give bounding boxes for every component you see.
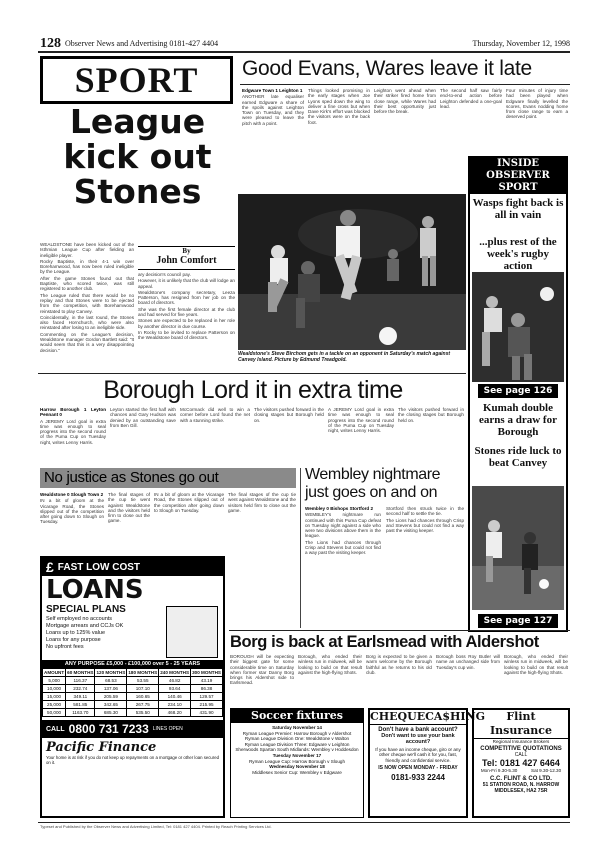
loans-top-text: FAST LOW COST bbox=[57, 561, 141, 573]
rate-cell: 129.57 bbox=[191, 693, 223, 701]
loans-bullet: Mortgage arrears and CCJs OK bbox=[46, 623, 124, 629]
flint-hours: Sat 9.30-12.30 bbox=[531, 768, 562, 773]
flint-phone[interactable]: Tel: 0181 427 6464 bbox=[482, 758, 560, 768]
table-row bbox=[43, 709, 223, 717]
loans-phone: 0800 731 7233 bbox=[68, 722, 149, 736]
lead-paragraph: The League ruled that there would be no replay and that Stones were to be ejected from the competition, with Borehamwood reinstated to play Canvey. bbox=[40, 292, 134, 314]
fixtures-box bbox=[230, 708, 364, 818]
loans-top-bar bbox=[42, 558, 223, 576]
see-page-126-badge[interactable]: See page 126 bbox=[478, 384, 558, 398]
flint-subtitle: Regional Insurance Brokers bbox=[492, 739, 550, 744]
rate-table-header: AMOUNT bbox=[44, 670, 65, 675]
borg-col4 bbox=[436, 654, 500, 694]
top-story-paragraph: Leighton went ahead when their striker fired home from close range, while Wares had their best opportunity just before the break. bbox=[374, 88, 436, 115]
inside-title-line: SPORT bbox=[498, 182, 538, 193]
rate-cell: 68.53 bbox=[95, 677, 127, 685]
borg-paragraph: Borg is expected to be given a warm welcome by the Borough faithful as he returns to his old club. bbox=[366, 654, 432, 675]
loans-bullet: Self employed no accounts bbox=[46, 616, 113, 622]
borough-col1 bbox=[40, 407, 106, 465]
lead-paragraph: She was the first female director at the club and had served for five years. bbox=[138, 306, 235, 318]
inside-title-line: OBSERVER bbox=[486, 170, 550, 181]
wembley-paragraph: The Lions had chances through Crisp and Stevens but could not find a way past the visiting keeper. bbox=[386, 517, 464, 534]
match-photo-image bbox=[238, 194, 466, 350]
publication-name: Observer News and Advertising 0181-427 4404 bbox=[65, 39, 219, 48]
loans-phone-bar[interactable] bbox=[42, 720, 223, 738]
fixture-line: Ryman League Division One: Wealdstone v Walton bbox=[244, 736, 350, 742]
rate-cell: 86.38 bbox=[191, 685, 223, 693]
loans-strip: ANY PURPOSE £5,000 - £100,000 over 5 - 25 YEARS bbox=[42, 660, 223, 668]
photo-caption: Wealdstone's Steve Birchom gets in a tackle on an opponent in Saturday's match against Canvey Island. Picture by Edmund Treadgold. bbox=[238, 351, 451, 363]
rate-table-header: 120 MONTHS bbox=[96, 670, 126, 675]
rate-cell: 232.74 bbox=[66, 685, 95, 693]
rate-cell: 267.75 bbox=[127, 701, 159, 709]
rate-cell: 5,000 bbox=[43, 677, 66, 685]
rate-cell: 205.59 bbox=[95, 693, 127, 701]
justice-col3 bbox=[154, 492, 224, 554]
inside-title-line: INSIDE bbox=[496, 158, 539, 169]
flint-insurance-advert[interactable] bbox=[472, 708, 570, 818]
inside-observer-title bbox=[470, 158, 566, 194]
top-story-subhead: Edgware Town 1 Leighton 1 bbox=[242, 88, 303, 93]
justice-headline-bar bbox=[40, 468, 296, 488]
top-story-paragraph: Four minutes of injury time had been played when Edgware finally levelled the scores, Evans nodding home from close range to earn a deserved point. bbox=[506, 88, 568, 120]
lead-paragraph: However, it is unlikely that the club will lodge an appeal. bbox=[138, 278, 235, 289]
justice-paragraph: IN a bit of gloom at the Vicarage Road, the Stones slipped out of the competition after going down to Slough on Tuesday. bbox=[154, 492, 224, 513]
loans-bullet: Loans for any purpose bbox=[46, 637, 101, 643]
justice-paragraph: The final stages of the cup tie went against Wealdstone and the visitors held firm to close out the game. bbox=[228, 492, 296, 513]
borg-col2 bbox=[298, 654, 362, 694]
rate-cell: 1163.70 bbox=[66, 709, 95, 717]
fixtures-title: Soccer fixtures bbox=[231, 709, 363, 723]
borough-paragraph: The visitors pushed forward in the closing stages but Borough held on. bbox=[398, 407, 464, 423]
inside-story-stones[interactable]: Stones ride luck to beat Canvey bbox=[474, 445, 562, 469]
wembley-subhead: Wembley 0 Bishops Stortford 2 bbox=[305, 506, 374, 511]
borg-col3 bbox=[366, 654, 432, 694]
loans-advert[interactable] bbox=[40, 556, 225, 818]
byline-name: John Comfort bbox=[156, 255, 217, 266]
rugby-photo-image bbox=[472, 272, 564, 382]
rate-cell: 535.50 bbox=[127, 709, 159, 717]
cheque-line1: Don't have a bank account? bbox=[378, 727, 458, 733]
loans-big: LOANS bbox=[46, 575, 144, 605]
borough-top-rule bbox=[38, 373, 466, 374]
borough-col6 bbox=[398, 407, 464, 465]
borough-paragraph: The visitors pushed forward in the closing stages but Borough held on. bbox=[254, 407, 324, 423]
rate-cell: 116.37 bbox=[66, 677, 95, 685]
top-story-paragraph: The second half saw fairly end-to-end action before Leighton defended a one-goal lead. bbox=[440, 88, 502, 109]
borough-col3 bbox=[180, 407, 250, 465]
wembley-divider bbox=[300, 468, 301, 628]
table-row bbox=[43, 685, 223, 693]
loans-bullet: No upfront fees bbox=[46, 644, 84, 650]
lead-headline: League kick out Stones bbox=[63, 102, 212, 211]
fixture-line: Saturday November 14 bbox=[272, 725, 322, 730]
borg-paragraph: Borough, who ended their winless run in midweek, will be looking to build on that result against the high-flying Shots. bbox=[504, 654, 568, 675]
rate-cell: 431.90 bbox=[191, 709, 223, 717]
borg-paragraph: Borough, who ended their winless run in midweek, will be looking to build on that result against the high-flying Shots. bbox=[298, 654, 362, 675]
borough-paragraph: A JEREMY Lord goal in extra time was enough to seal progress into the second round of the Puma Cup on Tuesday night, writes Lenny Harris. bbox=[328, 407, 394, 434]
rate-cell: 107.10 bbox=[127, 685, 159, 693]
sport-section-label bbox=[40, 56, 233, 104]
top-story-col3 bbox=[374, 88, 436, 192]
loans-bullet: Loans up to 125% value bbox=[46, 630, 106, 636]
borough-headline: Borough Lord it in extra time bbox=[103, 376, 403, 404]
lead-paragraph: Commenting on the League's decision, Wealdstone manager Gordon Bartlett said: "It would seem that this is a very disappointing decision." bbox=[40, 331, 134, 353]
fixture-line: Ryman League Premier: Harrow Borough v Aldershot bbox=[242, 730, 352, 736]
cheque-line2: Don't want to use your bank account? bbox=[381, 733, 455, 745]
top-story-headline: Good Evans, Wares leave it late bbox=[242, 57, 532, 80]
inside-story-wasps[interactable]: Wasps fight back is all in vain bbox=[472, 197, 564, 221]
rate-table-header: 180 MONTHS bbox=[128, 670, 158, 675]
rate-cell: 140.46 bbox=[159, 693, 191, 701]
flint-call: CALL bbox=[514, 752, 528, 758]
rate-cell: 685.30 bbox=[95, 709, 127, 717]
justice-headline: No justice as Stones go out bbox=[44, 469, 219, 486]
masthead-rule bbox=[38, 51, 570, 53]
lead-paragraph: Wealdstone's company secretary, Leeza Patterson, has resigned from her job on the board of directors. bbox=[138, 289, 235, 306]
flint-firm: C.C. FLINT & CO LTD. bbox=[490, 776, 552, 782]
rate-cell: 46.82 bbox=[159, 677, 191, 685]
borough-subhead: Harrow Borough 1 Leyton Pennant 0 bbox=[40, 407, 106, 418]
fixture-line: Tuesday November 17 bbox=[272, 752, 322, 758]
rugby-photo bbox=[472, 272, 564, 382]
justice-col2 bbox=[108, 492, 150, 554]
rate-cell: 10,000 bbox=[43, 685, 66, 693]
top-story-paragraph: Things looked promising in the early stages when Joe Lyons sped down the wing to deliver a fine cross but when Dave Kirk's effort was blocked the visitors were on the back foot. bbox=[308, 88, 370, 125]
rate-table-header: 60 MONTHS bbox=[67, 670, 94, 675]
wembley-paragraph: Stortford then struck twice in the second half to settle the tie. bbox=[386, 506, 464, 517]
rate-cell: 581.85 bbox=[66, 701, 95, 709]
byline-box bbox=[138, 246, 235, 270]
borg-paragraph: BOROUGH will be expecting their biggest gate for some considerable time on Saturday when former star Danny Borg brings his Aldershot side to Earlsmead. bbox=[230, 654, 294, 686]
borg-paragraph: Borough boss Roy Butler will name an unchanged side from Tuesday's cup win. bbox=[436, 654, 500, 670]
borg-col1 bbox=[230, 654, 294, 694]
flint-title: Flint Insurance bbox=[474, 710, 568, 739]
justice-paragraph: The final stages of the cup tie went against Wealdstone and the visitors held firm to close out the game. bbox=[108, 492, 150, 524]
borough-col5 bbox=[328, 407, 394, 465]
rate-cell: 15,000 bbox=[43, 693, 66, 701]
byline-prefix: By bbox=[182, 247, 191, 255]
page-number: 128 bbox=[40, 36, 61, 51]
top-story-paragraph: ANOTHER late equaliser earned Edgware a share of the spoils against Leighton Town on Tuesday, and they were pleased to leave the pitch with a point. bbox=[242, 94, 304, 126]
rate-cell: 349.11 bbox=[66, 693, 95, 701]
inside-story-rugby[interactable]: ...plus rest of the week's rugby action bbox=[479, 236, 557, 272]
see-page-127-badge[interactable]: See page 127 bbox=[478, 614, 558, 628]
borough-paragraph: A JEREMY Lord goal in extra time was enough to seal progress into the second round of the Puma Cup on Tuesday night, writes Lenny Harris. bbox=[40, 418, 106, 445]
loans-rate-table bbox=[42, 668, 223, 717]
lead-paragraph: Stones are expected to be replaced in her role by another director in due course. bbox=[138, 318, 235, 329]
top-story-rule bbox=[240, 84, 570, 85]
stones-photo bbox=[472, 486, 564, 610]
footer-imprint: Typeset and Published by the Observer News and Advertising Limited, Tel: 0181 427 4404. Printed by Reach Printing Services Ltd. bbox=[40, 824, 272, 829]
rate-cell: 160.65 bbox=[127, 693, 159, 701]
wembley-col2 bbox=[386, 506, 464, 626]
lead-paragraph: After the game Stones found out that Baptiste, who scored twice, was still registered to another club. bbox=[40, 275, 134, 292]
flint-address: MIDDLESEX, HA2 7SR bbox=[494, 788, 548, 794]
loans-special-plans: SPECIAL PLANS bbox=[46, 604, 126, 615]
fixture-line: Middlesex Senior Cup: Wembley v Edgware bbox=[252, 769, 342, 775]
rate-table-header: 300 MONTHS bbox=[192, 670, 221, 675]
rate-cell: 53.55 bbox=[127, 677, 159, 685]
lead-story-col2 bbox=[138, 272, 235, 392]
rate-cell: 93.64 bbox=[159, 685, 191, 693]
wembley-headline: Wembley nightmare just goes on and on bbox=[305, 466, 441, 501]
table-row bbox=[43, 677, 223, 685]
lead-paragraph: Rocky Baptiste, in their 4-1 win over Borehamwood, has now been ruled ineligible by the League. bbox=[40, 258, 134, 275]
flint-address: 51 STATION ROAD, N. HARROW bbox=[482, 782, 560, 788]
lead-story-col1 bbox=[40, 242, 134, 392]
loans-lines-open: LINES OPEN bbox=[152, 726, 183, 732]
borough-paragraph: Leyton started the first half with chances and Gary Hudson was denied by an outstanding save from Ben Gill. bbox=[110, 407, 176, 428]
rate-cell: 137.06 bbox=[95, 685, 127, 693]
justice-col1 bbox=[40, 492, 104, 554]
borough-col2 bbox=[110, 407, 176, 465]
justice-paragraph: IN a bit of gloom at the Vicarage Road, the Stones slipped out of the competition after going down to Slough on Tuesday. bbox=[40, 498, 104, 525]
match-photo bbox=[238, 194, 466, 350]
borg-col5 bbox=[504, 654, 568, 694]
borg-headline: Borg is back at Earlsmead with Aldershot bbox=[230, 633, 539, 651]
loans-side-box bbox=[166, 606, 218, 658]
rate-cell: 342.65 bbox=[95, 701, 127, 709]
borough-paragraph: McCormack did well to win a corner before Lord found the net with a stunning strike. bbox=[180, 407, 250, 423]
cheque-body: If you have an income cheque, giro or any other cheque we'll cash it for you, fast, friendly and confidential service. bbox=[375, 747, 461, 763]
justice-col4 bbox=[228, 492, 296, 592]
loans-call-label: CALL bbox=[46, 725, 65, 733]
rate-table-header: 240 MONTHS bbox=[160, 670, 190, 675]
rate-cell: 215.95 bbox=[191, 701, 223, 709]
justice-subhead: Wealdstone 0 Slough Town 2 bbox=[40, 492, 104, 497]
rate-cell: 25,000 bbox=[43, 701, 66, 709]
rate-cell: 50,000 bbox=[43, 709, 66, 717]
inside-story-kumah[interactable]: Kumah double earns a draw for Borough bbox=[479, 402, 557, 438]
table-row bbox=[43, 693, 223, 701]
lead-paragraph: In Rocky to be invited to replace Patterson on the Wealdstone board of directors. bbox=[138, 329, 235, 341]
cheque-phone[interactable]: 0181-933 2244 bbox=[391, 773, 445, 783]
lead-paragraph: Coincidentally, in the last round, the Stones also faced Hornchurch, who were also reinstated after losing to an ineligible side. bbox=[40, 314, 134, 331]
cheque-title: CHEQUECA$HING bbox=[370, 710, 486, 723]
wembley-paragraph: The Lions had chances through Crisp and Stevens but could not find a way past the visiting keeper. bbox=[305, 539, 381, 556]
lead-paragraph: ary decision's council pay. bbox=[138, 272, 191, 277]
flint-competitive: COMPETITIVE QUOTATIONS bbox=[480, 746, 562, 752]
flint-hours: Mon-Fri 9.30-5.30 bbox=[480, 768, 518, 773]
fixture-line: Wednesday November 18 bbox=[269, 764, 325, 770]
sport-label-text: SPORT bbox=[74, 60, 199, 100]
gbp-icon: £ bbox=[46, 559, 54, 575]
loans-footer: Your home is at risk if you do not keep up repayments on a mortgage or other loan secured on it. bbox=[46, 755, 220, 765]
lead-paragraph: WEALDSTONE have been kicked out of the Isthmian League Cup after fielding an ineligible player. bbox=[40, 242, 134, 258]
fixture-line: Sherwoods Spartan South Midlands: Wembley v Hoddesdon bbox=[235, 747, 359, 753]
loans-brand: Pacific Finance bbox=[46, 740, 157, 755]
wembley-paragraph: WEMBLEY's nightmare run continued with this Puma Cup defeat on Tuesday night against a side who were two divisions above them in the league. bbox=[305, 512, 381, 539]
borg-top-rule bbox=[229, 630, 570, 631]
footer-rule bbox=[38, 822, 570, 823]
fixture-line: Ryman League Division Three: Edgware v Leighton bbox=[244, 741, 350, 747]
chequecashing-advert[interactable] bbox=[368, 708, 486, 818]
top-story-col1 bbox=[242, 88, 304, 192]
wembley-col1 bbox=[305, 506, 381, 626]
stones-photo-image bbox=[472, 486, 564, 610]
fixture-line: Ryman League Cup: Harrow Borough v Slough bbox=[248, 758, 345, 764]
cheque-open: IS NOW OPEN MONDAY - FRIDAY bbox=[378, 765, 458, 772]
rate-cell: 43.19 bbox=[191, 677, 223, 685]
top-story-col2 bbox=[308, 88, 370, 192]
table-row bbox=[43, 701, 223, 709]
borough-col4 bbox=[254, 407, 324, 465]
rate-cell: 234.10 bbox=[159, 701, 191, 709]
issue-date: Thursday, November 12, 1998 bbox=[472, 39, 570, 48]
rate-cell: 468.20 bbox=[159, 709, 191, 717]
